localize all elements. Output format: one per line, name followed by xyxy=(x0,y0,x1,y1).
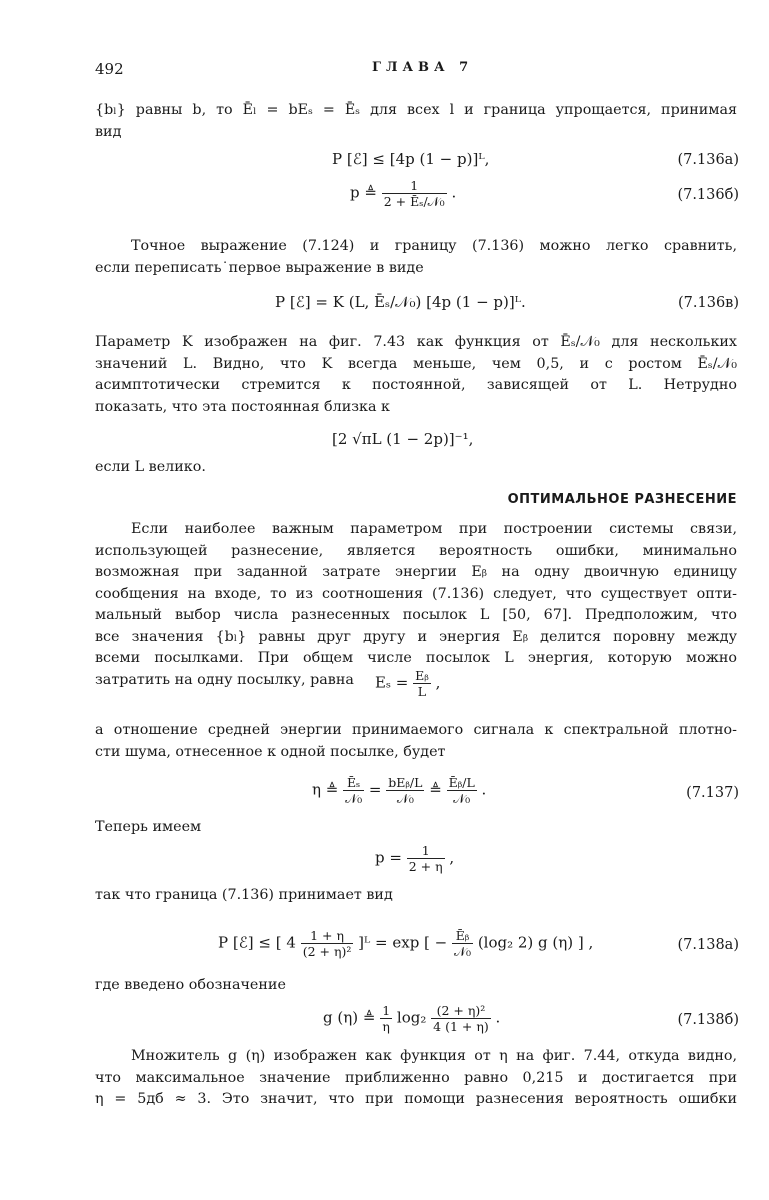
denominator: (2 + η)² xyxy=(302,944,352,959)
eq-tail: . xyxy=(481,780,487,799)
equation-7-137 xyxy=(312,775,486,806)
text-line: если переписать˙первое выражение в виде xyxy=(95,259,424,276)
denominator: 𝒩₀ xyxy=(345,791,363,806)
page-number: 492 xyxy=(95,60,124,78)
eq-lhs: p ≜ xyxy=(350,183,377,202)
eq-tail: . xyxy=(451,183,457,202)
paragraph-8 xyxy=(95,885,737,907)
text-line: все значения {bₗ} равны друг другу и энергия Eᵦ делится поровну между xyxy=(95,628,737,645)
text-line: использующей разнесение, является вероятность ошибки, минимально xyxy=(95,542,737,559)
numerator: Eᵦ xyxy=(415,668,429,683)
text-line: где введено обозначение xyxy=(95,977,286,993)
eq-lhs: p = xyxy=(375,848,402,867)
paragraph-3 xyxy=(95,332,737,418)
eq-operator: ≜ xyxy=(429,780,442,799)
text-line: Параметр K изображен на фиг. 7.43 как функция от Ēₛ/𝒩₀ для нескольких xyxy=(95,334,737,350)
numerator: Ēᵦ xyxy=(455,928,470,943)
denominator: 2 + η xyxy=(408,859,443,874)
equation-label: (7.138а) xyxy=(677,937,739,953)
equation-7-138b xyxy=(323,1003,500,1034)
paragraph-5 xyxy=(95,519,737,691)
eq-lhs: P [ℰ] ≤ [ 4 xyxy=(218,933,296,952)
text-line: возможная при заданной затрате энергии Eᵦ на одну двоичную единицу xyxy=(95,564,737,580)
paragraph-10 xyxy=(95,1046,737,1111)
numerator: Ēᵦ/L xyxy=(448,775,475,790)
text-line: затратить на одну посылку, равна xyxy=(95,671,354,688)
paragraph-7 xyxy=(95,817,737,839)
equation-7-136v: P [ℰ] = K (L, Ēₛ/𝒩₀) [4p (1 − p)]ᴸ. xyxy=(275,293,526,311)
eq-tail: , xyxy=(449,848,455,867)
equation-constant: [2 √πL (1 − 2p)]⁻¹, xyxy=(332,430,474,448)
numerator: 1 xyxy=(382,1003,391,1018)
text-line: Точное выражение (7.124) и границу (7.136) можно легко сравнить, xyxy=(131,238,737,254)
equation-p xyxy=(375,843,454,874)
numerator: 1 xyxy=(410,178,419,193)
denominator: η xyxy=(380,1018,392,1034)
text-line: показать, что эта постоянная близка к xyxy=(95,398,390,415)
paragraph-6 xyxy=(95,720,737,763)
denominator: L xyxy=(413,683,431,699)
text-line: асимптотически стремится к постоянной, зависящей от L. Нетрудно xyxy=(95,377,737,393)
text-line: а отношение средней энергии принимаемого сигнала к спектральной плотно- xyxy=(95,722,737,738)
fraction xyxy=(431,1003,491,1034)
eq-lhs: η ≜ xyxy=(312,780,339,799)
equation-label: (7.136а) xyxy=(677,152,739,168)
eq-tail: . xyxy=(495,1008,501,1027)
denominator: 2 + Ēₛ/𝒩₀ xyxy=(383,194,445,209)
denominator: 𝒩₀ xyxy=(454,944,472,959)
equation-label: (7.137) xyxy=(686,785,739,801)
chapter-header: ГЛАВА 7 xyxy=(372,60,474,75)
fraction xyxy=(447,775,477,806)
text-line: значений L. Видно, что K всегда меньше, чем 0,5, и с ростом Ēₛ/𝒩₀ xyxy=(95,355,737,372)
text-line: если L велико. xyxy=(95,459,206,475)
equation-label: (7.136в) xyxy=(678,295,739,311)
fraction xyxy=(382,178,447,209)
eq-tail: (log₂ 2) g (η) ] , xyxy=(477,933,594,952)
numerator: (2 + η)² xyxy=(436,1003,486,1018)
equation-es xyxy=(375,668,440,699)
fraction xyxy=(407,843,445,874)
text-line: мальный выбор числа разнесенных посылок L [50, 67]. Предположим, что xyxy=(95,607,737,623)
paragraph-2 xyxy=(95,236,737,279)
text-line: сти шума, отнесенное к одной посылке, будет xyxy=(95,743,446,760)
eq-tail: , xyxy=(435,673,441,692)
equation-7-138a xyxy=(218,928,593,959)
eq-operator: ]ᴸ = exp [ − xyxy=(358,933,448,952)
text-line: Если наиболее важным параметром при построении системы связи, xyxy=(131,521,737,537)
eq-operator: log₂ xyxy=(396,1008,427,1027)
denominator: 𝒩₀ xyxy=(447,790,477,806)
fraction xyxy=(452,928,473,959)
eq-operator: = xyxy=(368,780,382,799)
text-line: Множитель g (η) изображен как функция от η на фиг. 7.44, откуда видно, xyxy=(131,1048,737,1064)
fraction xyxy=(380,1003,392,1034)
numerator: 1 + η xyxy=(310,928,344,943)
fraction xyxy=(386,775,424,806)
text-line: что максимальное значение приближенно равно 0,215 и достигается при xyxy=(95,1069,737,1086)
denominator: 4 (1 + η) xyxy=(433,1019,489,1034)
text-line: всеми посылками. При общем числе посылок L энергия, которую можно xyxy=(95,650,737,666)
equation-label: (7.136б) xyxy=(677,187,739,203)
paragraph-1 xyxy=(95,100,737,143)
text-line: сообщения на входе, то из соотношения (7.136) следует, что существует опти- xyxy=(95,585,737,602)
text-line: Теперь имеем xyxy=(95,819,202,835)
numerator: 1 xyxy=(421,843,430,858)
text-line: так что граница (7.136) принимает вид xyxy=(95,887,393,903)
equation-7-136b xyxy=(350,178,456,209)
text-line: вид xyxy=(95,123,122,140)
paragraph-4 xyxy=(95,457,737,479)
text-line: η = 5дб ≈ 3. Это значит, что при помощи разнесения вероятность ошибки xyxy=(95,1091,737,1107)
denominator: 𝒩₀ xyxy=(386,790,424,806)
fraction xyxy=(343,775,364,806)
section-heading: ОПТИМАЛЬНОЕ РАЗНЕСЕНИЕ xyxy=(507,492,737,507)
eq-lhs: Eₛ = xyxy=(375,673,409,692)
numerator: bEᵦ/L xyxy=(388,775,423,790)
text-line: {bₗ} равны b, то Ēₗ = bEₛ = Ēₛ для всех l и граница упрощается, принимая xyxy=(95,102,737,118)
equation-7-136a: P [ℰ] ≤ [4p (1 − p)]ᴸ, xyxy=(332,150,490,168)
fraction xyxy=(413,668,431,699)
numerator: Ēₛ xyxy=(346,775,361,790)
equation-label: (7.138б) xyxy=(677,1012,739,1028)
fraction xyxy=(301,928,354,959)
eq-lhs: g (η) ≜ xyxy=(323,1008,376,1027)
paragraph-9 xyxy=(95,975,737,997)
